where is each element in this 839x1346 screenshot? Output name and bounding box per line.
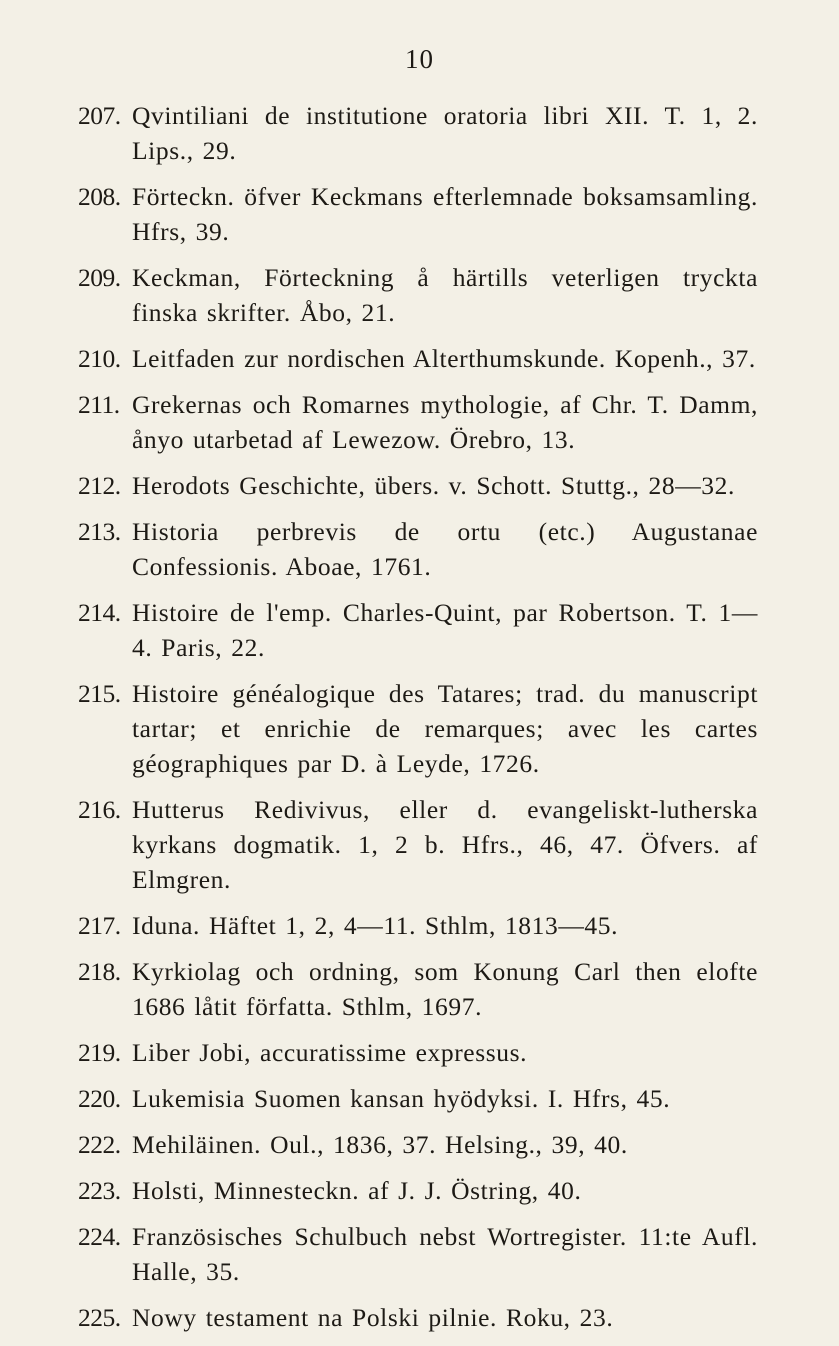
catalog-entry <box>78 387 758 457</box>
catalog-entry <box>78 468 758 503</box>
catalog-entry <box>78 260 758 330</box>
entry-number: 220. <box>78 1084 121 1113</box>
catalog-entry <box>78 1035 758 1070</box>
entry-number: 210. <box>78 344 121 373</box>
entry-number: 224. <box>78 1222 121 1251</box>
page-number: 10 <box>405 44 434 74</box>
catalog-entry <box>78 792 758 897</box>
entry-text: Lukemisia Suomen kansan hyödyksi. I. Hfrs, 45. <box>132 1084 671 1113</box>
entry-text: Mehiläinen. Oul., 1836, 37. Helsing., 39, 40. <box>132 1130 628 1159</box>
entry-text: Nowy testament na Polski pilnie. Roku, 23. <box>132 1303 614 1332</box>
catalog-entry <box>78 514 758 584</box>
catalog-entry <box>78 341 758 376</box>
catalog-entry <box>78 1300 758 1335</box>
entry-number: 211. <box>78 390 120 419</box>
entry-number: 213. <box>78 517 121 546</box>
catalog-entry <box>78 1173 758 1208</box>
entry-number: 216. <box>78 795 121 824</box>
entry-number: 218. <box>78 957 121 986</box>
entry-text: Förteckn. öfver Keckmans efterlemnade boksamsamling. Hfrs, 39. <box>132 182 758 246</box>
catalog-entry <box>78 954 758 1024</box>
entry-number: 217. <box>78 911 121 940</box>
entry-text: Keckman, Förteckning å härtills veterligen tryckta finska skrifter. Åbo, 21. <box>132 263 758 327</box>
entry-text: Historia perbrevis de ortu (etc.) Augustanae Confessionis. Aboae, 1761. <box>132 517 758 581</box>
catalog-entry <box>78 98 758 168</box>
catalog-entry <box>78 908 758 943</box>
entry-text: Französisches Schulbuch nebst Wortregister. 11:te Aufl. Halle, 35. <box>132 1222 758 1286</box>
entry-text: Liber Jobi, accuratissime expressus. <box>132 1038 528 1067</box>
entry-text: Herodots Geschichte, übers. v. Schott. Stuttg., 28—32. <box>132 471 735 500</box>
catalog-entry <box>78 1081 758 1116</box>
catalog-entry <box>78 179 758 249</box>
catalog-entry <box>78 595 758 665</box>
entry-text: Qvintiliani de institutione oratoria libri XII. T. 1, 2. Lips., 29. <box>132 101 758 165</box>
entry-number: 215. <box>78 679 121 708</box>
entry-text: Grekernas och Romarnes mythologie, af Chr. T. Damm, ånyo utarbetad af Lewezow. Örebro, 13. <box>132 390 758 454</box>
catalog-entry <box>78 1219 758 1289</box>
entry-number: 208. <box>78 182 121 211</box>
entry-text: Histoire généalogique des Tatares; trad. du manuscript tartar; et enrichie de remarques; avec les cartes géographiques par D. à Leyde, 1726. <box>132 679 758 778</box>
entry-number: 219. <box>78 1038 121 1067</box>
catalog-entry-list <box>78 98 758 1346</box>
entry-text: Kyrkiolag och ordning, som Konung Carl then elofte 1686 låtit författa. Sthlm, 1697. <box>132 957 758 1021</box>
entry-number: 223. <box>78 1176 121 1205</box>
entry-number: 225. <box>78 1303 121 1332</box>
entry-number: 212. <box>78 471 121 500</box>
entry-text: Histoire de l'emp. Charles-Quint, par Robertson. T. 1—4. Paris, 22. <box>132 598 758 662</box>
entry-number: 209. <box>78 263 121 292</box>
entry-text: Leitfaden zur nordischen Alterthumskunde. Kopenh., 37. <box>132 344 756 373</box>
entry-text: Holsti, Minnesteckn. af J. J. Östring, 40. <box>132 1176 582 1205</box>
entry-number: 214. <box>78 598 121 627</box>
catalog-entry <box>78 1127 758 1162</box>
entry-number: 207. <box>78 101 121 130</box>
entry-text: Iduna. Häftet 1, 2, 4—11. Sthlm, 1813—45. <box>132 911 619 940</box>
entry-text: Hutterus Redivivus, eller d. evangeliskt-lutherska kyrkans dogmatik. 1, 2 b. Hfrs., 46, 47. Öfvers. af Elmgren. <box>132 795 758 894</box>
entry-number: 222. <box>78 1130 121 1159</box>
catalog-entry <box>78 676 758 781</box>
